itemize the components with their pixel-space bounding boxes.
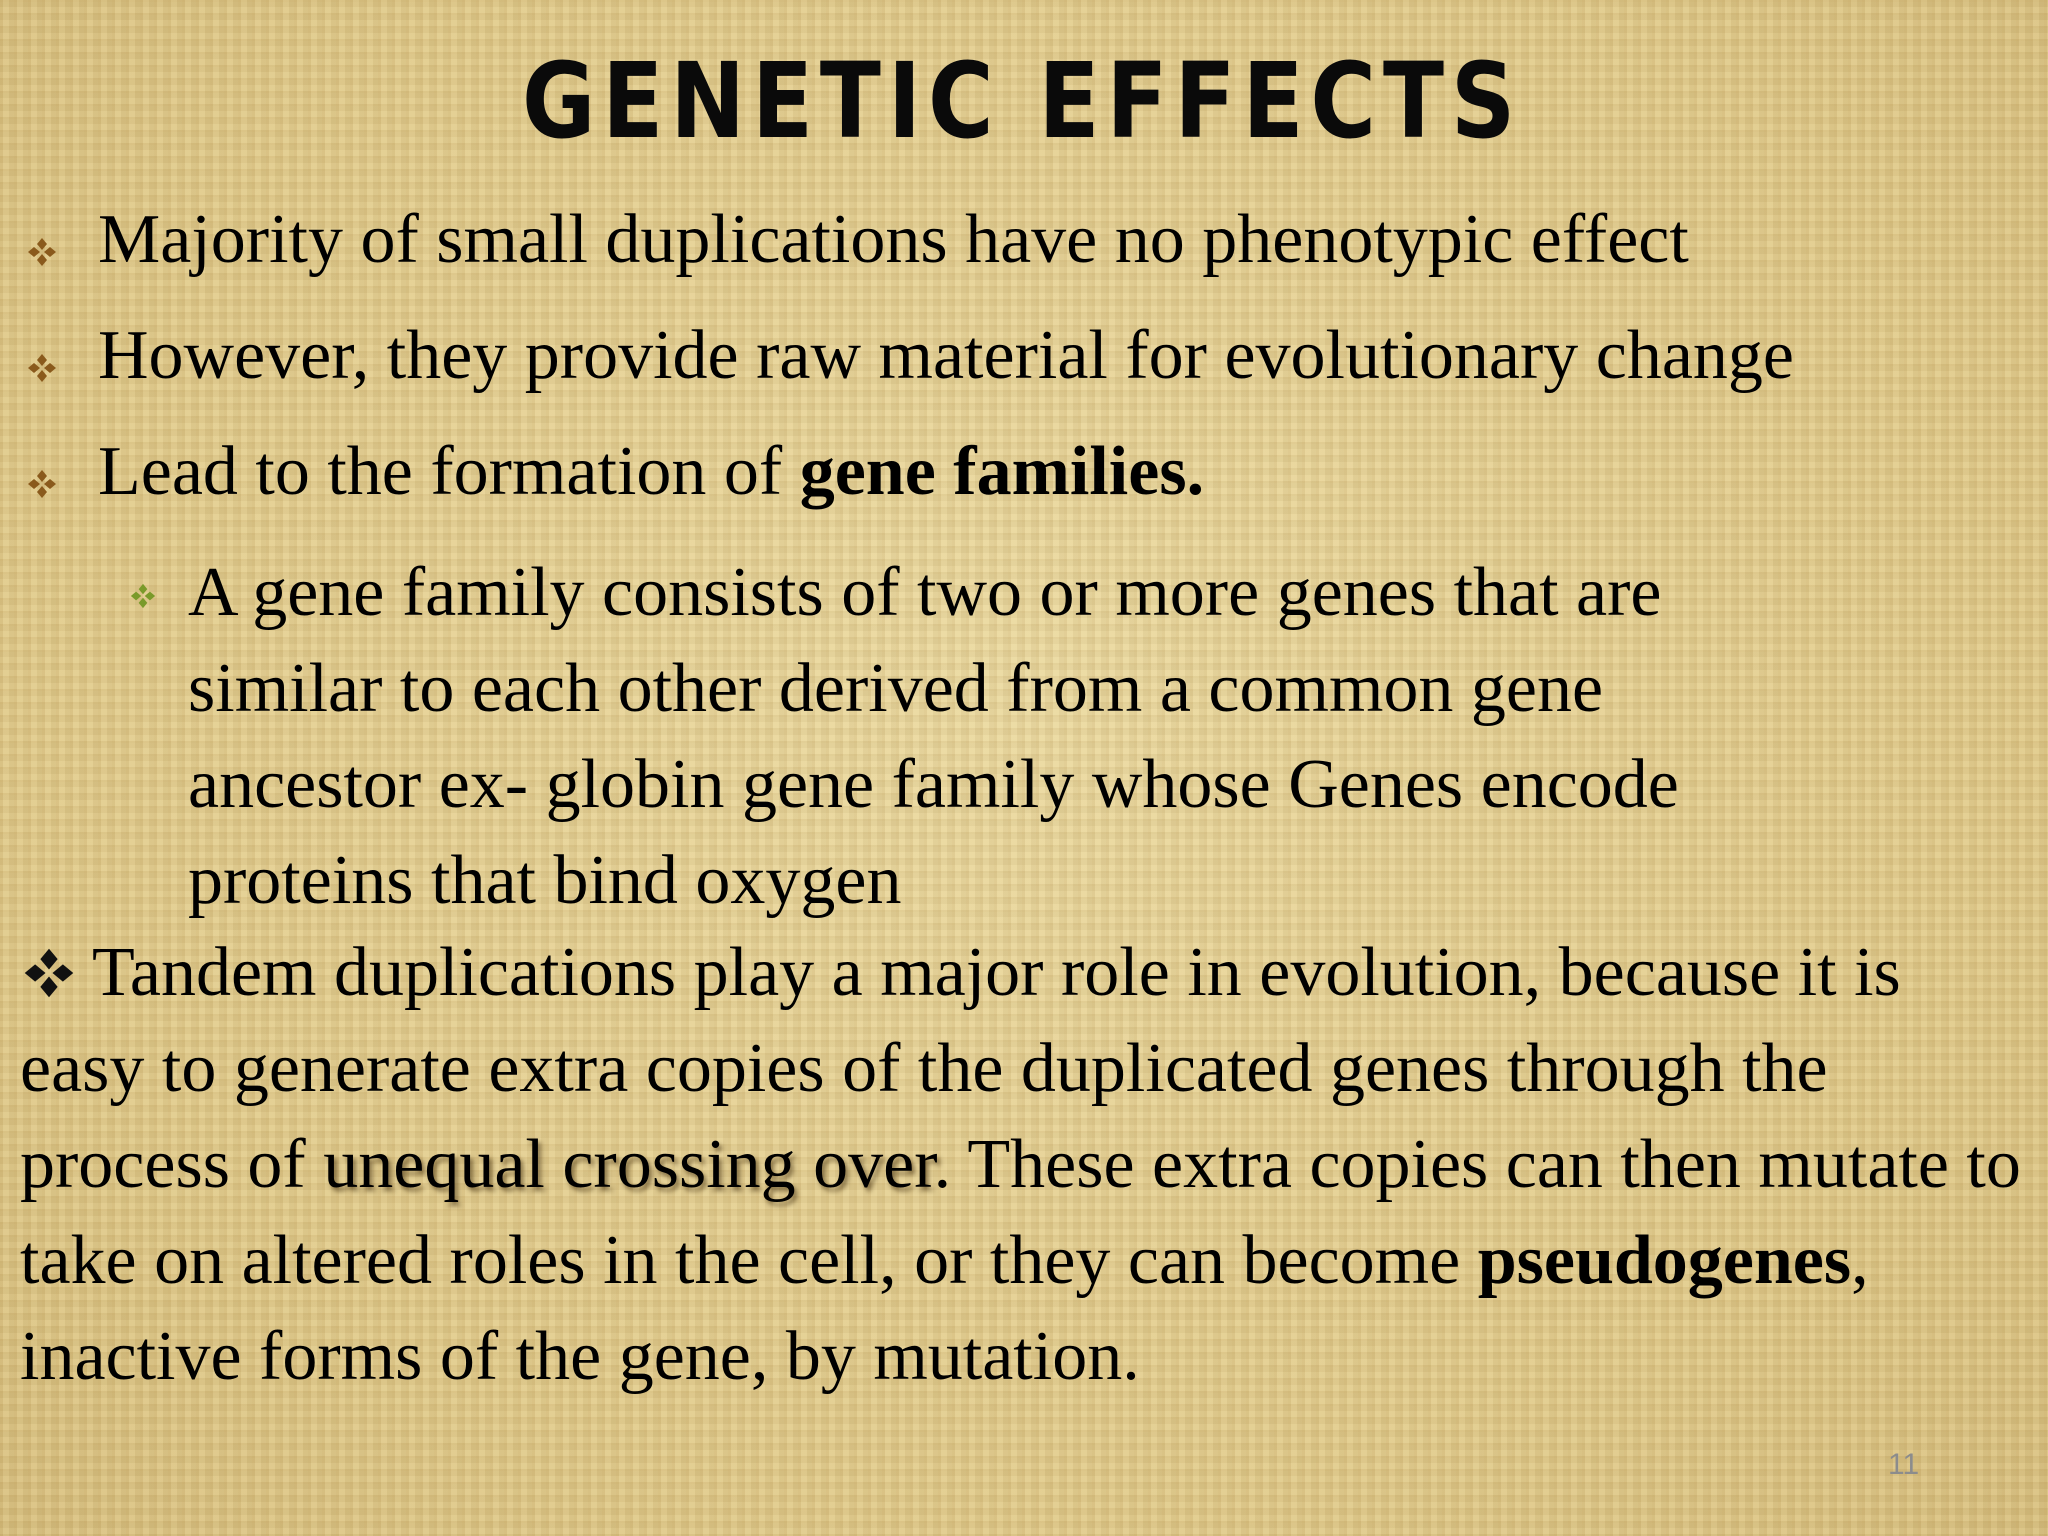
sub-bullet-line: A gene family consists of two or more genes that are — [188, 554, 1662, 631]
four-diamond-bullet-icon — [27, 237, 57, 267]
slide-title: GENETIC EFFECTS — [521, 40, 1523, 162]
sub-bullet-text — [188, 545, 2028, 929]
four-diamond-bullet-icon — [20, 925, 92, 1021]
bullet-text — [98, 433, 1205, 510]
pseudogenes-term: pseudogenes — [1477, 1222, 1852, 1299]
paragraph-text: . These extra copies can then mutate to take on altered roles in the cell, or they can become — [20, 1126, 2021, 1299]
paragraph-text: , inactive forms of the gene, by mutation. — [20, 1222, 1869, 1395]
bullet-text: However, they provide raw material for evolutionary change — [98, 317, 1794, 394]
four-diamond-bullet-icon — [27, 353, 57, 383]
unequal-crossing-over-term: unequal crossing over — [323, 1126, 934, 1203]
sub-bullet-line: similar to each other derived from a common gene — [188, 650, 1604, 727]
page-number: 11 — [1888, 1448, 1920, 1481]
gene-families-term: gene families. — [799, 433, 1205, 510]
sub-bullet-line: proteins that bind oxygen — [188, 842, 902, 919]
sub-bullet-line: ancestor ex- globin gene family whose Genes encode — [188, 746, 1679, 823]
tandem-duplication-paragraph — [20, 925, 2040, 1405]
bullet-text-regular: Lead to the formation of — [98, 433, 800, 510]
paragraph-text: Tandem duplications play a major role in evolution, because it is easy to generate extra copies of the duplicated genes through the process of — [20, 934, 1901, 1203]
bullet-text: Majority of small duplications have no phenotypic effect — [98, 201, 1689, 278]
four-diamond-bullet-icon — [130, 583, 156, 609]
four-diamond-bullet-icon — [27, 469, 57, 499]
